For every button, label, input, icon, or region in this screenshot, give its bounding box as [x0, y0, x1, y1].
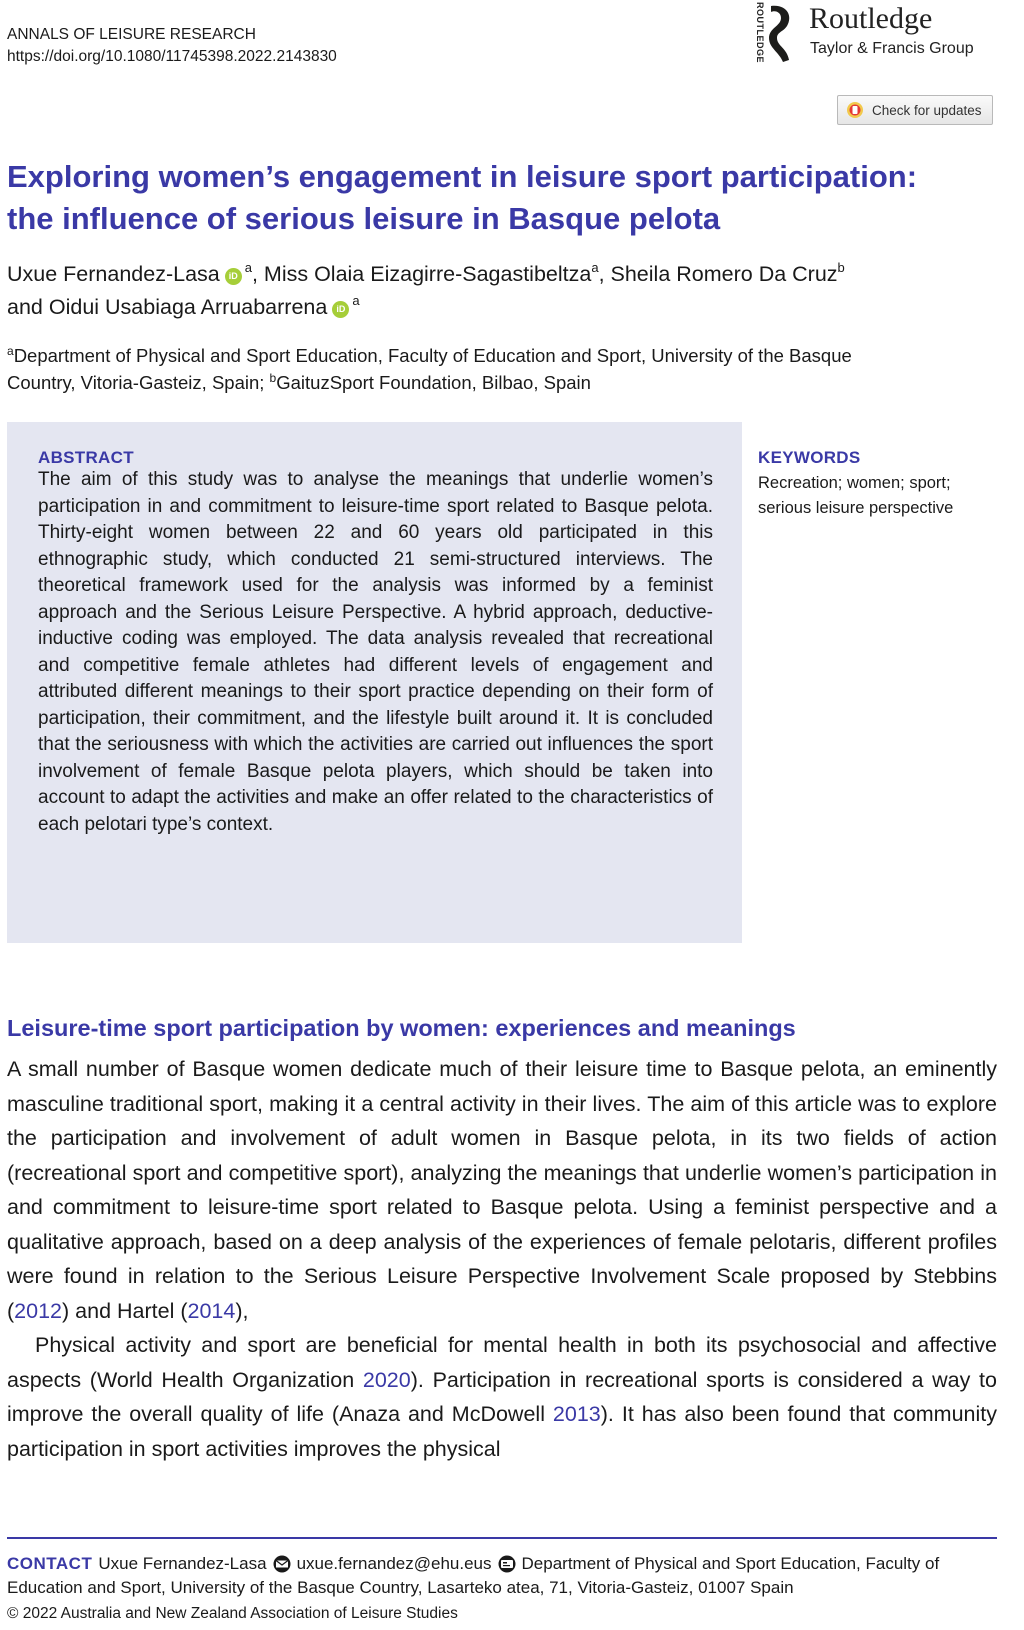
journal-header [7, 24, 337, 68]
body-text [7, 1052, 997, 1466]
contact-address: Department of Physical and Sport Education, Faculty of Education and Sport, University of the Basque Country, Lasarteko atea, 71, Vitoria-Gasteiz, 01007 Spain [7, 1554, 940, 1597]
citation-link[interactable]: 2020 [362, 1367, 411, 1392]
journal-name: ANNALS OF LEISURE RESEARCH [7, 26, 256, 43]
author-conjunction: and [7, 295, 49, 319]
keywords-list [758, 471, 998, 521]
affiliations [7, 342, 1007, 396]
author-1[interactable]: Uxue Fernandez-Lasa [7, 262, 220, 286]
orcid-icon[interactable]: iD [332, 301, 349, 318]
abstract-text: The aim of this study was to analyse the meanings that underlie women’s participation in and commitment to leisure-time sport related to Basque pelota. Thirty-eight women between 22 and 60 years old participated in this ethnographic study, which conducted 21 semi-structured interviews. The theoretical framework used for the analysis was informed by a feminist approach and the Serious Leisure Perspective. A hybrid approach, deductive-inductive coding was employed. The data analysis revealed that recreational and competitive female athletes had different levels of engagement and attributed different meanings to their sport practice depending on their form of participation, their commitment, and the lifestyle built around it. It is concluded that the seriousness with which the activities are carried out influences the sport involvement of female Basque pelota players, which should be taken into account to adapt the activities and make an offer related to the characteristics of each pelotari type’s context. [38, 469, 713, 835]
orcid-icon[interactable]: iD [225, 268, 242, 285]
paragraph-text: ). Participation in recreational sports is considered a way to improve the overall quality of life (Anaza and McDowell [7, 1367, 997, 1426]
affiliation-marker: a [7, 344, 14, 358]
publisher-vertical-text: ROUTLEDGE [755, 2, 765, 64]
email-icon [271, 1555, 293, 1573]
doi-link[interactable]: https://doi.org/10.1080/11745398.2022.2143830 [7, 48, 337, 65]
footer-divider [7, 1537, 997, 1539]
keywords-heading: KEYWORDS [758, 448, 861, 467]
check-for-updates-label: Check for updates [872, 102, 982, 118]
keywords-line-1: Recreation; women; sport; [758, 474, 951, 492]
check-for-updates-button[interactable] [837, 95, 993, 125]
citation-link[interactable]: 2014 [187, 1298, 236, 1323]
author-list [7, 258, 1007, 324]
copyright-notice: © 2022 Australia and New Zealand Association of Leisure Studies [7, 1605, 458, 1622]
routledge-logo-icon [757, 2, 805, 64]
keywords-line-2: serious leisure perspective [758, 499, 954, 517]
affiliation-marker: b [837, 260, 845, 275]
publisher-brand: Routledge [809, 2, 933, 35]
citation-link[interactable]: 2013 [552, 1402, 601, 1426]
paragraph-text: ). It has also been found that community participation in sport activities improves the physical [7, 1402, 997, 1461]
affiliation-marker: a [591, 260, 599, 275]
paragraph-text: ) and Hartel ( [62, 1298, 188, 1323]
paragraph-text: A small number of Basque women dedicate much of their leisure time to Basque pelota, an eminently masculine traditional sport, making it a central activity in their lives. The aim of this article was to explore the participation and involvement of adult women in Basque pelota, in its two fields of action (recreational sport and competitive sport), analyzing the meanings that underlie women’s participation in and commitment to leisure-time sport related to Basque pelota. Using a feminist perspective and a qualitative approach, based on a deep analysis of the experiences of female pelotaris, different profiles were found in relation to the Serious Leisure Perspective Involvement Scale proposed by Stebbins ( [7, 1057, 997, 1323]
paragraph-text: Physical activity and sport are beneficial for mental health in both its psychosocial and affective aspects (World Health Organization [7, 1333, 997, 1392]
paragraph-text: ), [235, 1298, 249, 1323]
contact-label: CONTACT [7, 1554, 93, 1573]
crossmark-icon [846, 101, 864, 119]
affiliation-a-line-2: Country, Vitoria-Gasteiz, Spain; [7, 372, 270, 393]
paragraph-1 [7, 1052, 997, 1328]
article-title [7, 156, 1007, 240]
author-2[interactable]: , Miss Olaia Eizagirre-Sagastibeltza [251, 262, 592, 286]
affiliation-a-line-1: Department of Physical and Sport Education, Faculty of Education and Sport, University of the Basque [13, 345, 852, 366]
title-line-2: the influence of serious leisure in Basque pelota [7, 201, 721, 236]
abstract-panel [7, 422, 742, 943]
affiliation-b: GaituzSport Foundation, Bilbao, Spain [276, 372, 591, 393]
publisher-group: Taylor & Francis Group [810, 40, 974, 57]
affiliation-marker: a [352, 293, 360, 308]
section-heading: Leisure-time sport participation by women: experiences and meanings [7, 1015, 796, 1041]
affiliation-marker: a [244, 260, 252, 275]
publisher-logo [757, 0, 997, 66]
contact-name: Uxue Fernandez-Lasa [98, 1554, 267, 1573]
paragraph-2 [7, 1328, 997, 1466]
title-line-1: Exploring women’s engagement in leisure sport participation: [7, 159, 918, 194]
author-3[interactable]: , Sheila Romero Da Cruz [598, 262, 838, 286]
contact-info [7, 1552, 997, 1600]
address-card-icon [496, 1555, 518, 1573]
author-4[interactable]: Oidui Usabiaga Arruabarrena [48, 295, 328, 319]
abstract-heading: ABSTRACT [38, 448, 134, 467]
citation-link[interactable]: 2012 [14, 1298, 63, 1323]
contact-email[interactable]: uxue.fernandez@ehu.eus [296, 1554, 492, 1573]
affiliation-marker: b [269, 371, 277, 385]
